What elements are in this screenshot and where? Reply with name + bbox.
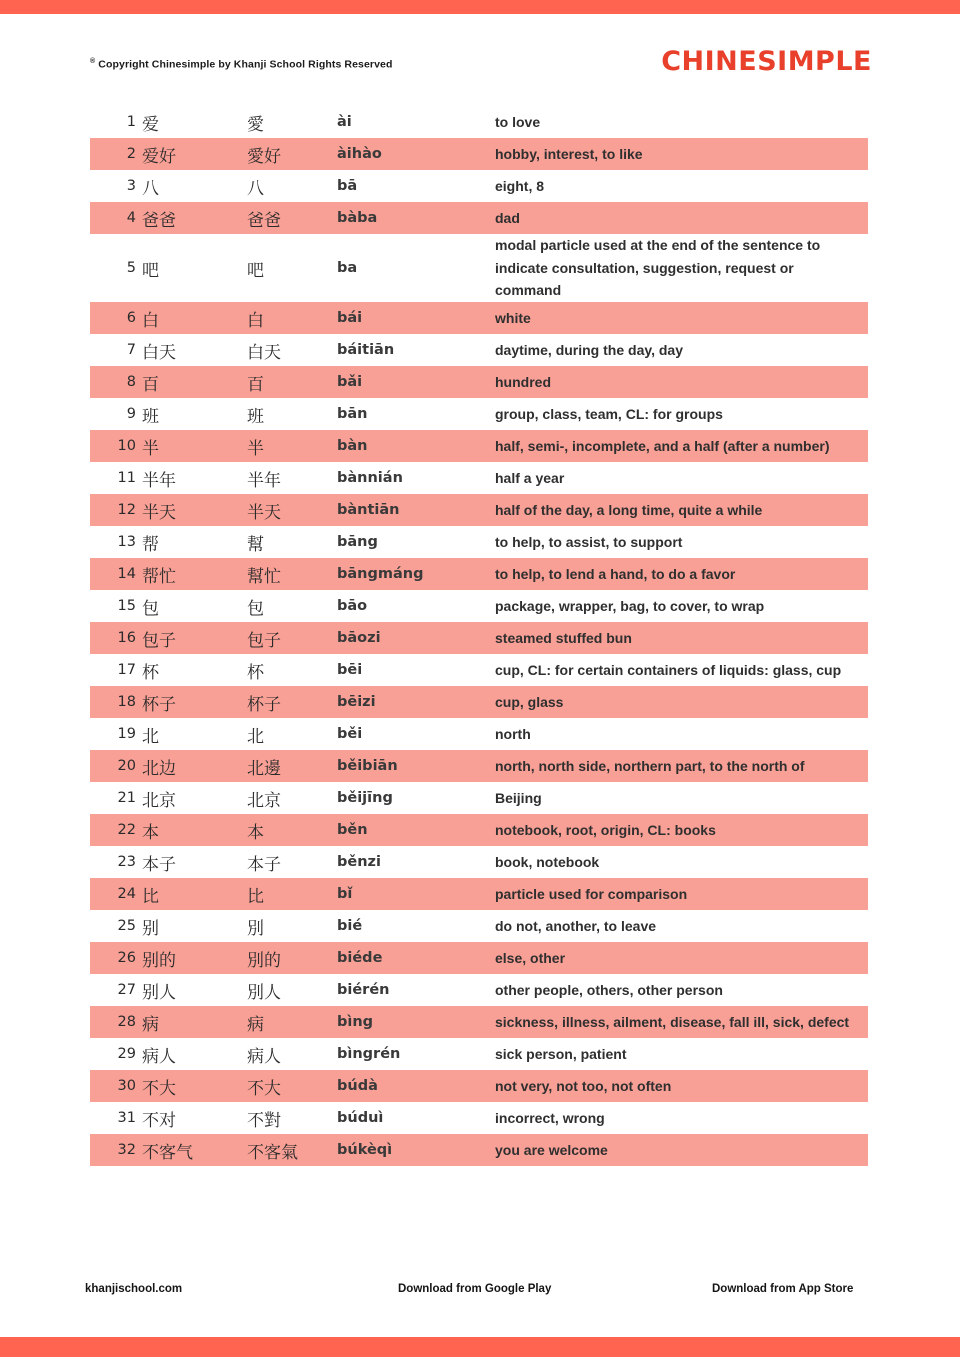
page-footer [0, 1283, 960, 1301]
definition: to help, to assist, to support [495, 533, 683, 550]
simplified-hanzi: 白 [142, 310, 159, 331]
table-row [90, 202, 868, 234]
table-row [90, 138, 868, 170]
row-number: 31 [117, 1110, 136, 1127]
simplified-hanzi: 包 [142, 598, 159, 619]
traditional-hanzi: 半年 [247, 470, 281, 491]
row-number: 25 [117, 918, 136, 935]
definition: Beijing [495, 789, 542, 806]
row-number: 16 [117, 630, 136, 647]
traditional-hanzi: 幫 [247, 534, 264, 555]
row-number: 3 [126, 178, 136, 194]
table-row [90, 846, 868, 878]
simplified-hanzi: 病人 [142, 1046, 176, 1067]
table-row [90, 1006, 868, 1038]
pinyin: bìngrén [337, 1046, 401, 1063]
definition: white [495, 309, 531, 326]
traditional-hanzi: 半天 [247, 502, 281, 523]
definition: dad [495, 209, 520, 226]
definition: other people, others, other person [495, 981, 723, 998]
definition: incorrect, wrong [495, 1109, 605, 1126]
definition: do not, another, to leave [495, 917, 657, 934]
row-number: 10 [117, 438, 136, 455]
simplified-hanzi: 杯子 [142, 694, 176, 715]
definition: particle used for comparison [495, 885, 688, 902]
row-number: 24 [117, 886, 136, 903]
row-number: 19 [117, 726, 136, 743]
table-row [90, 782, 868, 814]
table-row [90, 1038, 868, 1070]
pinyin: běnzi [337, 854, 381, 871]
footer-google-play-link[interactable]: Download from Google Play [398, 1283, 552, 1295]
footer-website-link[interactable]: khanjischool.com [85, 1283, 183, 1295]
pinyin: àihào [337, 146, 382, 162]
table-row [90, 234, 868, 302]
definition: sick person, patient [495, 1045, 627, 1062]
table-row [90, 686, 868, 718]
simplified-hanzi: 不大 [142, 1078, 176, 1099]
traditional-hanzi: 白 [247, 310, 264, 331]
row-number: 13 [117, 534, 136, 551]
row-number: 9 [126, 406, 136, 423]
simplified-hanzi: 八 [142, 178, 159, 199]
table-row [90, 974, 868, 1006]
simplified-hanzi: 帮 [142, 534, 159, 555]
table-row [90, 398, 868, 430]
pinyin: bìng [337, 1014, 374, 1031]
traditional-hanzi: 不對 [247, 1110, 281, 1131]
traditional-hanzi: 半 [247, 438, 264, 459]
table-row [90, 910, 868, 942]
row-number: 15 [117, 598, 136, 615]
pinyin: bǎi [337, 374, 363, 391]
pinyin: ba [337, 260, 358, 276]
pinyin: ài [337, 114, 352, 130]
row-number: 12 [117, 502, 136, 519]
simplified-hanzi: 别 [142, 918, 159, 939]
traditional-hanzi: 本 [247, 822, 264, 843]
table-row [90, 558, 868, 590]
simplified-hanzi: 比 [142, 886, 159, 907]
pinyin: bāo [337, 598, 368, 615]
traditional-hanzi: 白天 [247, 342, 281, 363]
simplified-hanzi: 杯 [142, 662, 159, 683]
definition: notebook, root, origin, CL: books [495, 821, 716, 838]
traditional-hanzi: 吧 [247, 260, 264, 281]
table-row [90, 1070, 868, 1102]
row-number: 2 [126, 146, 136, 162]
row-number: 27 [117, 982, 136, 999]
pinyin: bāngmáng [337, 566, 424, 583]
row-number: 20 [117, 758, 136, 775]
simplified-hanzi: 白天 [142, 342, 176, 363]
pinyin: běibiān [337, 758, 398, 775]
pinyin: bāozi [337, 630, 381, 647]
pinyin: búkèqì [337, 1142, 393, 1159]
pinyin: bàn [337, 438, 368, 455]
pinyin: búdà [337, 1078, 378, 1095]
pinyin: búduì [337, 1110, 384, 1127]
table-row [90, 718, 868, 750]
traditional-hanzi: 別的 [247, 950, 281, 971]
definition: package, wrapper, bag, to cover, to wrap [495, 597, 765, 614]
bottom-accent-bar [0, 1337, 960, 1357]
row-number: 8 [126, 374, 136, 391]
row-number: 28 [117, 1014, 136, 1031]
definition: modal particle used at the end of the sentence to indicate consultation, suggestion, request or command [495, 237, 821, 299]
top-accent-bar [0, 0, 960, 14]
definition: you are welcome [495, 1141, 608, 1158]
traditional-hanzi: 包 [247, 598, 264, 619]
table-row [90, 170, 868, 202]
traditional-hanzi: 幫忙 [247, 566, 281, 587]
pinyin: běi [337, 726, 363, 743]
pinyin: bēizi [337, 694, 376, 711]
simplified-hanzi: 吧 [142, 260, 159, 281]
definition: to love [495, 113, 541, 130]
simplified-hanzi: 爱好 [142, 146, 176, 167]
traditional-hanzi: 愛 [247, 114, 264, 135]
traditional-hanzi: 北邊 [247, 758, 281, 779]
traditional-hanzi: 愛好 [247, 146, 281, 167]
definition: else, other [495, 949, 566, 966]
simplified-hanzi: 北京 [142, 790, 176, 811]
copyright-text: Copyright Chinesimple by Khanji School Rights Reserved [98, 58, 393, 71]
definition: book, notebook [495, 853, 600, 870]
traditional-hanzi: 比 [247, 886, 264, 907]
traditional-hanzi: 別人 [247, 982, 281, 1003]
table-row [90, 878, 868, 910]
traditional-hanzi: 別 [247, 918, 264, 939]
definition: hobby, interest, to like [495, 145, 643, 162]
pinyin: bān [337, 406, 368, 423]
simplified-hanzi: 半年 [142, 470, 176, 491]
table-row [90, 1134, 868, 1166]
pinyin: bǐ [337, 886, 353, 903]
traditional-hanzi: 北 [247, 726, 264, 747]
traditional-hanzi: 不客氣 [247, 1142, 298, 1163]
definition: half, semi-, incomplete, and a half (after a number) [495, 437, 830, 454]
definition: cup, glass [495, 693, 564, 710]
footer-app-store-link[interactable]: Download from App Store [712, 1283, 854, 1295]
definition: cup, CL: for certain containers of liquids: glass, cup [495, 661, 842, 678]
table-row [90, 654, 868, 686]
row-number: 4 [126, 210, 136, 226]
pinyin: biérén [337, 982, 390, 999]
simplified-hanzi: 本子 [142, 854, 176, 875]
page-header [0, 46, 960, 86]
pinyin: bié [337, 918, 363, 935]
definition: daytime, during the day, day [495, 341, 684, 358]
traditional-hanzi: 班 [247, 406, 264, 427]
traditional-hanzi: 百 [247, 374, 264, 395]
definition: half of the day, a long time, quite a while [495, 501, 763, 518]
simplified-hanzi: 百 [142, 374, 159, 395]
row-number: 7 [126, 342, 136, 359]
simplified-hanzi: 别的 [142, 950, 176, 971]
simplified-hanzi: 本 [142, 822, 159, 843]
row-number: 6 [126, 310, 136, 327]
pinyin: bàntiān [337, 502, 400, 519]
pinyin: bái [337, 310, 363, 327]
pinyin: běijīng [337, 790, 393, 807]
simplified-hanzi: 半 [142, 438, 159, 459]
definition: north, north side, northern part, to the north of [495, 757, 805, 774]
row-number: 23 [117, 854, 136, 871]
row-number: 5 [126, 260, 136, 276]
row-number: 21 [117, 790, 136, 807]
simplified-hanzi: 包子 [142, 630, 176, 651]
traditional-hanzi: 八 [247, 178, 264, 199]
definition: north [495, 725, 531, 742]
definition: sickness, illness, ailment, disease, fall ill, sick, defect [495, 1013, 850, 1030]
row-number: 22 [117, 822, 136, 839]
simplified-hanzi: 帮忙 [142, 566, 176, 587]
table-row [90, 1102, 868, 1134]
traditional-hanzi: 本子 [247, 854, 281, 875]
simplified-hanzi: 不对 [142, 1110, 176, 1131]
row-number: 14 [117, 566, 136, 583]
simplified-hanzi: 北 [142, 726, 159, 747]
traditional-hanzi: 爸爸 [247, 210, 281, 231]
simplified-hanzi: 班 [142, 406, 159, 427]
pinyin: biéde [337, 950, 383, 967]
table-row [90, 366, 868, 398]
row-number: 29 [117, 1046, 136, 1063]
simplified-hanzi: 别人 [142, 982, 176, 1003]
definition: group, class, team, CL: for groups [495, 405, 723, 422]
table-row [90, 106, 868, 138]
simplified-hanzi: 爱 [142, 114, 159, 135]
simplified-hanzi: 不客气 [142, 1142, 193, 1163]
table-row [90, 430, 868, 462]
traditional-hanzi: 北京 [247, 790, 281, 811]
definition: to help, to lend a hand, to do a favor [495, 565, 736, 582]
row-number: 18 [117, 694, 136, 711]
traditional-hanzi: 病人 [247, 1046, 281, 1067]
definition: half a year [495, 469, 565, 486]
table-row [90, 302, 868, 334]
table-row [90, 750, 868, 782]
vocabulary-table [90, 106, 868, 1166]
definition: not very, not too, not often [495, 1077, 672, 1094]
definition: steamed stuffed bun [495, 629, 632, 646]
brand-logo: CHINESIMPLE [661, 46, 872, 77]
row-number: 1 [126, 114, 136, 130]
pinyin: bàba [337, 210, 378, 226]
copyright-notice [90, 58, 393, 71]
row-number: 26 [117, 950, 136, 967]
simplified-hanzi: 半天 [142, 502, 176, 523]
row-number: 32 [117, 1142, 136, 1159]
table-row [90, 494, 868, 526]
definition: hundred [495, 373, 551, 390]
registered-mark-icon: ® [90, 58, 96, 65]
table-row [90, 622, 868, 654]
traditional-hanzi: 病 [247, 1014, 264, 1035]
pinyin: běn [337, 822, 368, 839]
pinyin: bēi [337, 662, 363, 679]
simplified-hanzi: 病 [142, 1014, 159, 1035]
traditional-hanzi: 不大 [247, 1078, 281, 1099]
simplified-hanzi: 爸爸 [142, 210, 176, 231]
table-row [90, 526, 868, 558]
table-row [90, 814, 868, 846]
table-row [90, 942, 868, 974]
table-row [90, 334, 868, 366]
pinyin: bā [337, 178, 358, 194]
traditional-hanzi: 杯子 [247, 694, 281, 715]
pinyin: bànnián [337, 470, 403, 487]
row-number: 17 [117, 662, 136, 679]
definition: eight, 8 [495, 177, 545, 194]
pinyin: bāng [337, 534, 378, 551]
table-row [90, 462, 868, 494]
table-row [90, 590, 868, 622]
row-number: 11 [117, 470, 136, 487]
simplified-hanzi: 北边 [142, 758, 176, 779]
row-number: 30 [117, 1078, 136, 1095]
traditional-hanzi: 包子 [247, 630, 281, 651]
traditional-hanzi: 杯 [247, 662, 264, 683]
pinyin: báitiān [337, 342, 395, 359]
